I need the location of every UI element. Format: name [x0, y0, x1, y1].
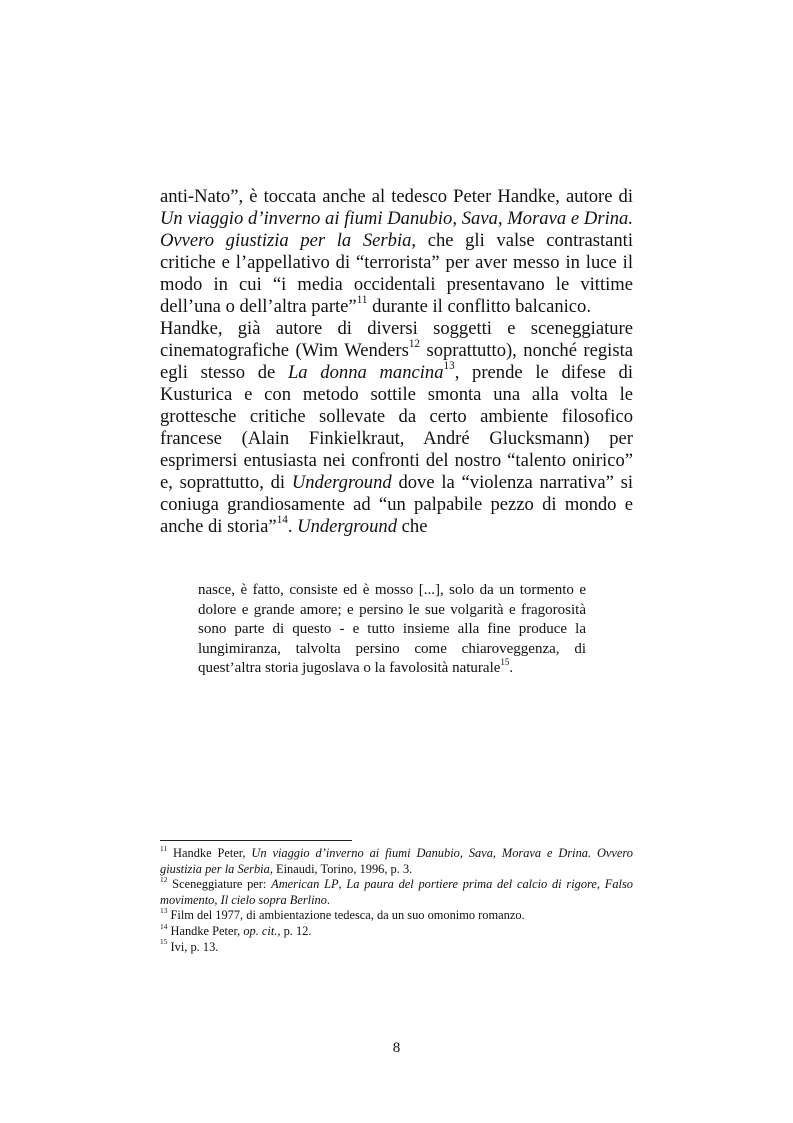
text-run: Ivi, p. 13.	[167, 939, 219, 954]
footnotes	[160, 843, 633, 955]
footnote-ref-12[interactable]: 12	[408, 338, 420, 351]
text-run: che	[397, 516, 428, 537]
text-run: , prende le difese di Kusturica e con metodo sottile smonta una alla volta le grottesche critiche sollevate da certo ambiente filosofico francese (Alain Finkielkraut, André Glucksmann) per esprimersi entusiasta nei confronti del nostro “talento onirico” e, soprattutto, di	[160, 362, 634, 493]
film-title: Underground	[297, 516, 397, 537]
text-run: Film del 1977, di ambientazione tedesca, da un suo omonimo romanzo.	[167, 908, 525, 923]
text-run: .	[326, 892, 331, 907]
paragraph-2	[160, 318, 633, 538]
paragraph-1	[160, 186, 633, 318]
film-title: Underground	[291, 472, 392, 493]
film-title: Falso movimento	[160, 877, 633, 907]
text-run: dove la “violenza narrativa” si coniuga grandiosamente ad “un palpabile pezzo di mondo e anche di storia”	[160, 472, 633, 537]
film-title: La donna mancina	[287, 362, 444, 383]
citation-abbrev: op. cit.	[243, 923, 278, 938]
film-title: Il cielo sopra Berlino	[220, 892, 327, 907]
footnote-number: 13	[160, 906, 168, 916]
footnote-separator	[160, 840, 352, 841]
text-run: .	[287, 516, 298, 537]
block-quote	[198, 581, 586, 679]
quote-text	[198, 581, 586, 679]
film-title: La paura del portiere prima del calcio di rigore	[346, 877, 597, 892]
footnote-ref-11[interactable]: 11	[356, 294, 368, 307]
text-run: ,	[214, 892, 221, 907]
film-title: American LP	[271, 877, 339, 892]
text-run: durante il conflitto balcanico.	[367, 296, 591, 317]
book-title: Un viaggio d’inverno ai fiumi Danubio, Sava, Morava e Drina. Ovvero giustizia per la Serbia	[160, 846, 633, 876]
footnote-ref-14[interactable]: 14	[276, 514, 288, 527]
text-run: soprattutto), nonché regista egli stesso de	[160, 340, 633, 383]
text-run: anti-Nato”, è toccata anche al tedesco Peter Handke, autore di	[160, 186, 633, 207]
text-run: nasce, è fatto, consiste ed è mosso [...], solo da un tormento e dolore e grande amore; e persino le sue volgarità e fragorosità sono parte di questo - e tutto insieme alla fine produce la lungimiranza, talvolta persino come chiaroveggenza, di quest’altra storia jugoslava o la favolosità naturale	[198, 582, 586, 676]
footnote-number: 15	[160, 937, 168, 947]
text-run: ,	[596, 877, 605, 892]
footnote-number: 11	[160, 843, 168, 853]
text-run: Sceneggiature per:	[167, 877, 272, 892]
text-run: .	[509, 660, 514, 676]
footnote-number: 14	[160, 921, 168, 931]
text-run: , che gli valse contrastanti critiche e l’appellativo di “terrorista” per aver messo in luce il modo in cui “i media occidentali presentavano le vittime dell’una o dell’altra parte”	[160, 230, 633, 317]
book-title: Un viaggio d’inverno ai fiumi Danubio, Sava, Morava e Drina. Ovvero giustizia per la Serbia	[160, 208, 633, 251]
text-run: Handke Peter,	[167, 923, 244, 938]
footnote-15	[160, 937, 633, 956]
footnote-ref-13[interactable]: 13	[443, 360, 455, 373]
footnote-14	[160, 921, 633, 940]
text-run: ,	[338, 877, 347, 892]
text-run: , p. 12.	[277, 923, 312, 938]
footnote-number: 12	[160, 874, 168, 884]
footnote-11	[160, 843, 633, 877]
text-run: Handke Peter,	[167, 846, 252, 860]
footnote-ref-15[interactable]: 15	[500, 656, 510, 667]
text-run: Handke, già autore di diversi soggetti e sceneggiature cinematografiche (Wim Wenders	[160, 318, 633, 361]
footnote-13	[160, 908, 633, 924]
text-run: , Einaudi, Torino, 1996, p. 3.	[269, 861, 413, 876]
footnote-12	[160, 874, 633, 908]
page-number: 8	[392, 1040, 401, 1056]
body-text	[160, 186, 633, 538]
